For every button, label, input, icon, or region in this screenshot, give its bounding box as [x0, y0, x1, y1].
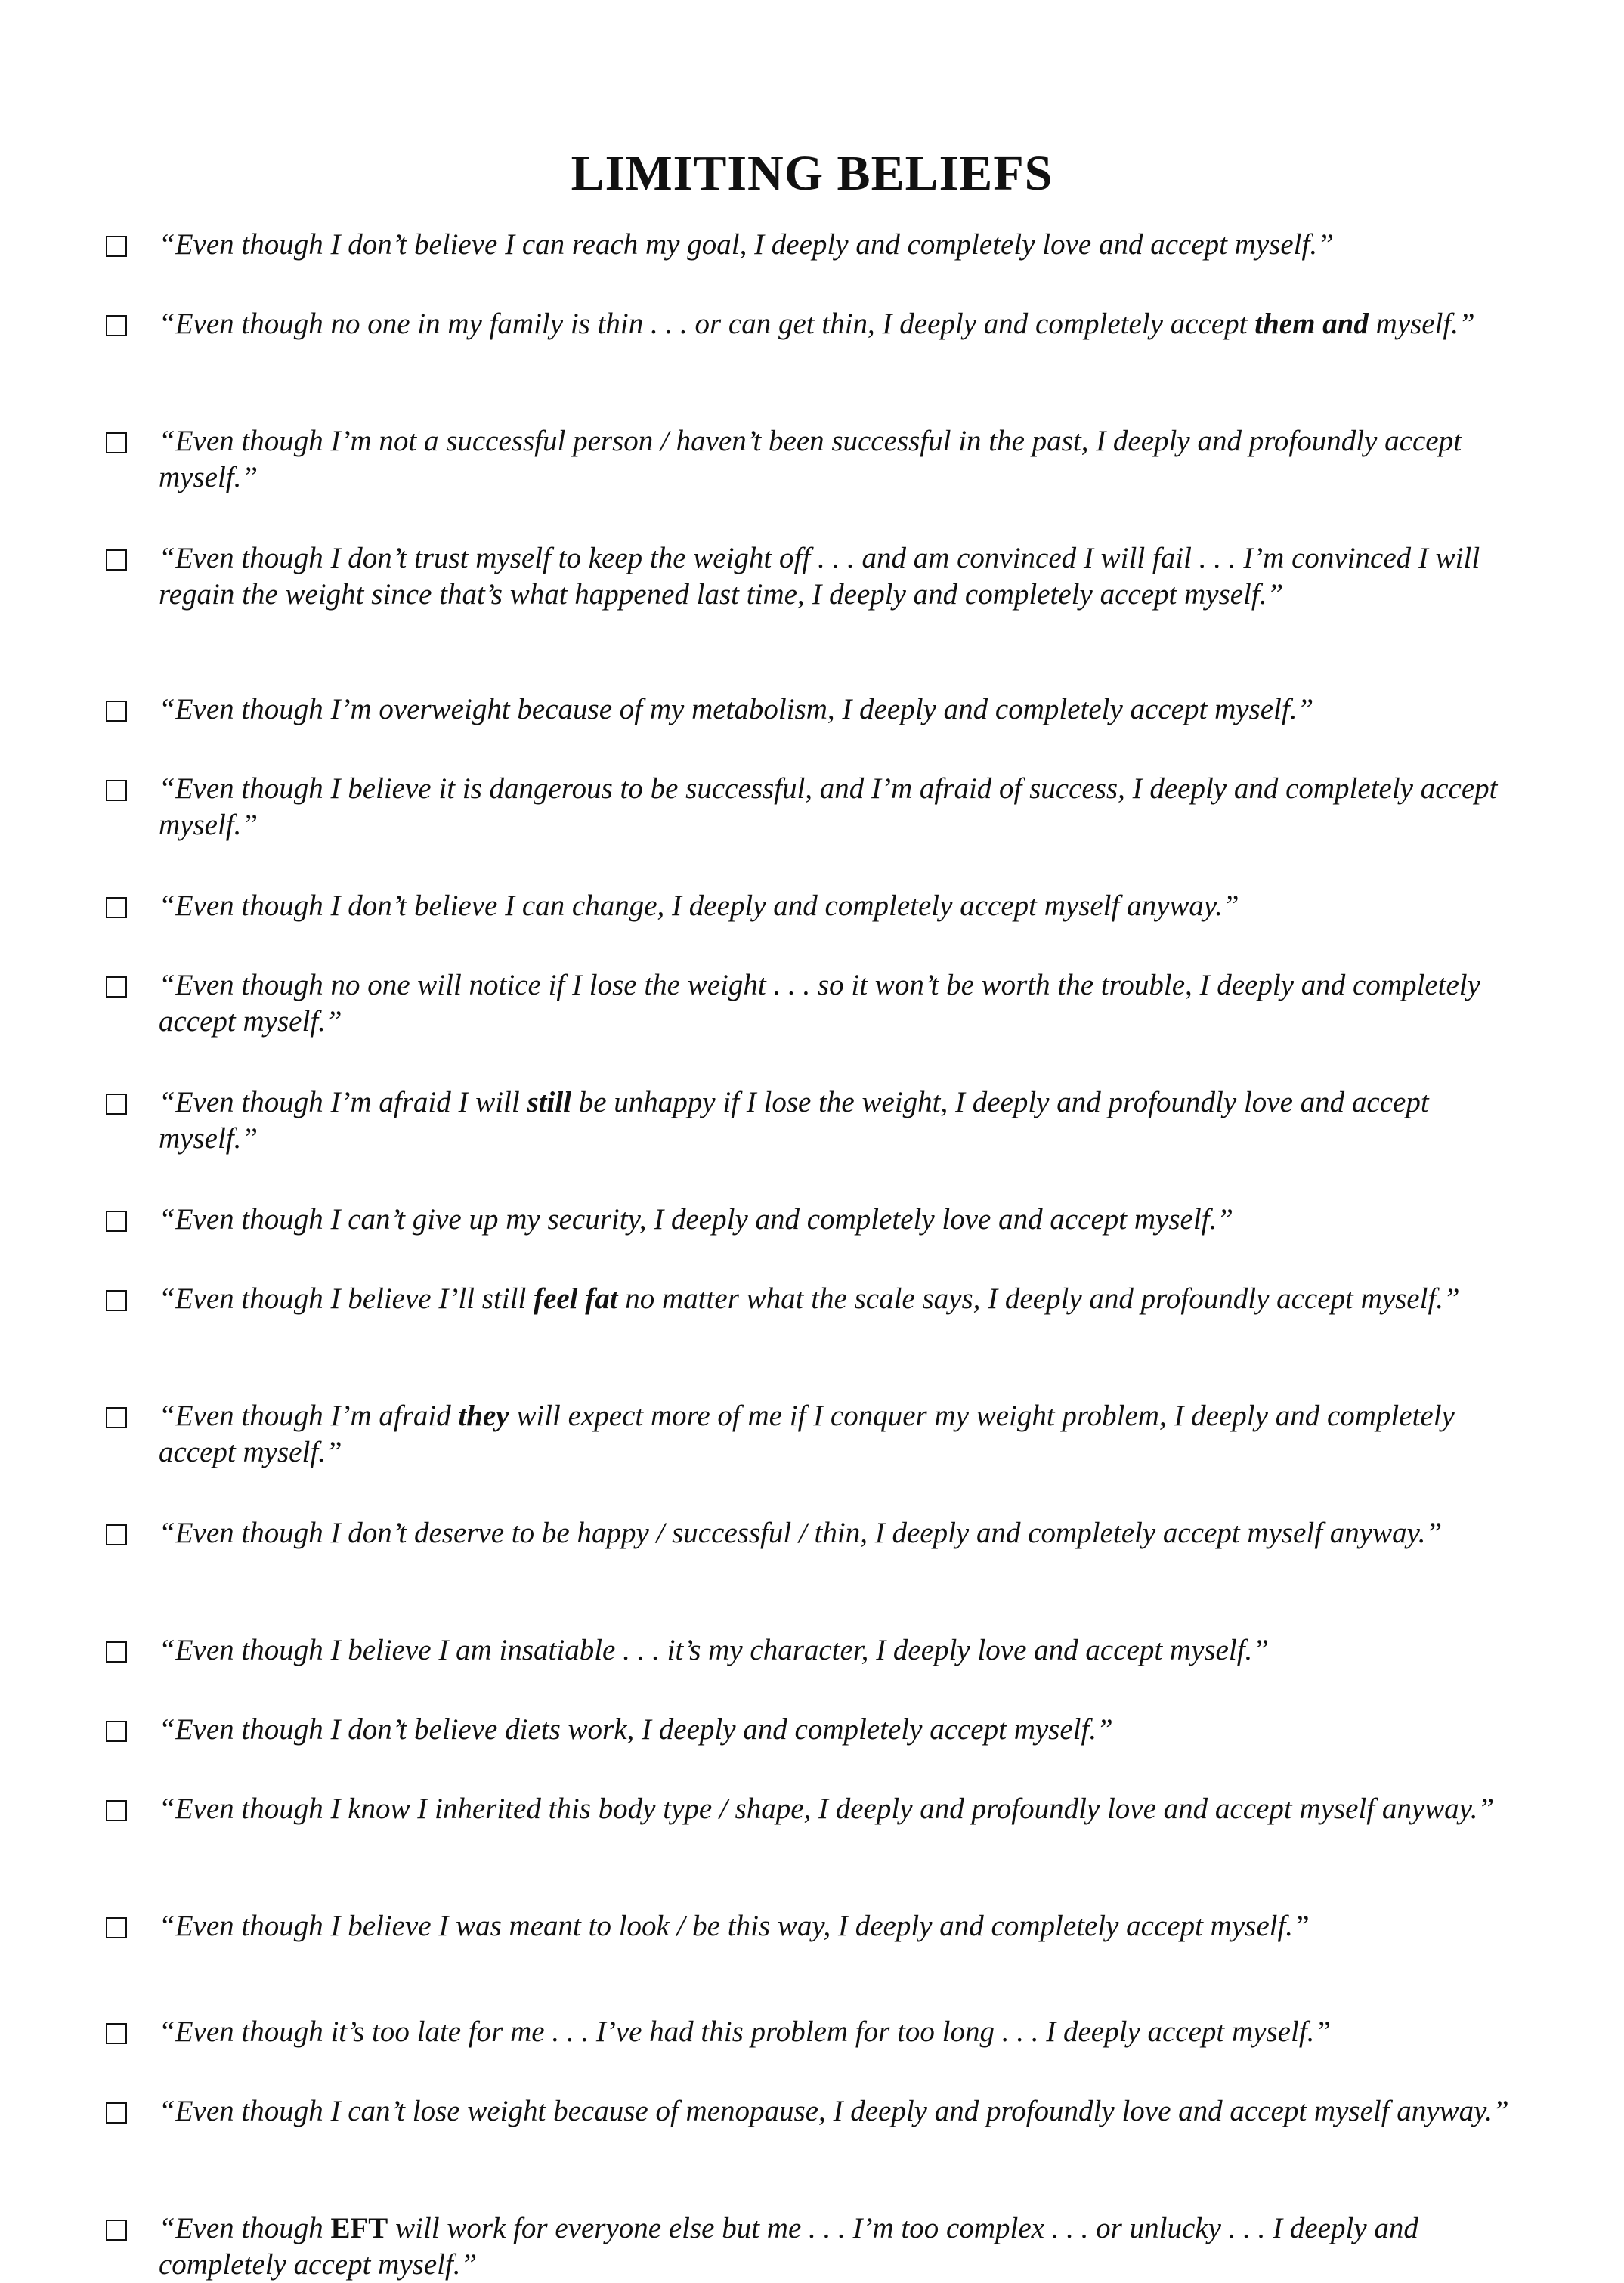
- text-segment: “Even though I’m overweight because of my metabolism, I deeply and completely accept myself.”: [159, 693, 1314, 725]
- checkbox[interactable]: [106, 701, 127, 722]
- belief-item: [106, 771, 1527, 843]
- text-segment: “Even though I believe it is dangerous to be successful, and I’m afraid of success, I deeply and completely accept myself.”: [159, 772, 1498, 841]
- checkbox[interactable]: [106, 1524, 127, 1545]
- belief-text: [159, 1712, 1527, 1748]
- text-segment: “Even though I can’t lose weight because of menopause, I deeply and profoundly love and accept myself anyway.”: [159, 2095, 1509, 2127]
- belief-text: [159, 2093, 1527, 2130]
- checkbox[interactable]: [106, 1211, 127, 1232]
- belief-item: [106, 227, 1527, 263]
- text-segment: “Even though I don’t deserve to be happy / successful / thin, I deeply and completely accept myself anyway.”: [159, 1517, 1443, 1549]
- belief-item: [106, 1632, 1527, 1669]
- checkbox[interactable]: [106, 1407, 127, 1428]
- belief-item: [106, 306, 1527, 342]
- checkbox[interactable]: [106, 236, 127, 257]
- text-segment: “Even though it’s too late for me . . . I’ve had this problem for too long . . . I deeply accept myself.”: [159, 2015, 1332, 2048]
- text-segment: “Even though I’m not a successful person / haven’t been successful in the past, I deeply and profoundly accept myself.”: [159, 425, 1462, 493]
- text-segment: myself.”: [1368, 308, 1475, 340]
- text-segment: “Even though I believe I was meant to look / be this way, I deeply and completely accept myself.”: [159, 1910, 1310, 1942]
- belief-item: [106, 1398, 1527, 1471]
- text-segment: will expect more of me if I conquer my weight problem, I deeply and completely accept myself.”: [159, 1400, 1455, 1468]
- checkbox[interactable]: [106, 976, 127, 998]
- belief-item: [106, 1515, 1527, 1551]
- belief-text: [159, 423, 1527, 496]
- belief-text: [159, 771, 1527, 843]
- belief-item: [106, 2210, 1527, 2283]
- checkbox[interactable]: [106, 1800, 127, 1821]
- text-segment: “Even though I’m afraid: [159, 1400, 459, 1432]
- belief-item: [106, 1084, 1527, 1157]
- checkbox[interactable]: [106, 549, 127, 571]
- checkbox[interactable]: [106, 1094, 127, 1115]
- text-segment: “Even though: [159, 2212, 331, 2244]
- text-segment: “Even though I don’t believe I can reach my goal, I deeply and completely love and accept myself.”: [159, 228, 1334, 261]
- belief-item: [106, 423, 1527, 496]
- belief-item: [106, 2093, 1527, 2130]
- belief-item: [106, 691, 1527, 728]
- belief-item: [106, 1791, 1527, 1827]
- text-segment: “Even though I don’t believe diets work, I deeply and completely accept myself.”: [159, 1713, 1113, 1746]
- belief-item: [106, 1908, 1527, 1944]
- belief-text: [159, 1202, 1527, 1238]
- page-title: LIMITING BELIEFS: [571, 146, 1053, 201]
- emphasis-text: EFT: [330, 2212, 388, 2244]
- text-segment: no matter what the scale says, I deeply and profoundly accept myself.”: [617, 1282, 1460, 1315]
- text-segment: “Even though I believe I’ll still: [159, 1282, 534, 1315]
- emphasis-text: they: [458, 1400, 509, 1432]
- text-segment: “Even though I believe I am insatiable . . . it’s my character, I deeply love and accept myself.”: [159, 1634, 1269, 1666]
- belief-item: [106, 540, 1527, 613]
- belief-text: [159, 2210, 1527, 2283]
- text-segment: will work for everyone else but me . . . I’m too complex . . . or unlucky . . . I deeply and completely accept myself.”: [159, 2212, 1418, 2281]
- belief-item: [106, 1281, 1527, 1317]
- checkbox[interactable]: [106, 1721, 127, 1742]
- belief-item: [106, 967, 1527, 1040]
- text-segment: “Even though I don’t believe I can change, I deeply and completely accept myself anyway.”: [159, 889, 1239, 922]
- checkbox[interactable]: [106, 432, 127, 453]
- checkbox[interactable]: [106, 780, 127, 801]
- belief-text: [159, 967, 1527, 1040]
- belief-text: [159, 1084, 1527, 1157]
- checkbox[interactable]: [106, 1290, 127, 1311]
- belief-item: [106, 1202, 1527, 1238]
- belief-text: [159, 306, 1527, 342]
- belief-text: [159, 1515, 1527, 1551]
- checkbox[interactable]: [106, 1641, 127, 1663]
- emphasis-text: still: [527, 1086, 571, 1118]
- belief-text: [159, 227, 1527, 263]
- belief-text: [159, 2014, 1527, 2050]
- belief-text: [159, 888, 1527, 924]
- checkbox[interactable]: [106, 2220, 127, 2241]
- text-segment: “Even though no one will notice if I lose the weight . . . so it won’t be worth the trouble, I deeply and completely accept myself.”: [159, 969, 1480, 1038]
- belief-text: [159, 1398, 1527, 1471]
- text-segment: “Even though I know I inherited this body type / shape, I deeply and profoundly love and accept myself anyway.”: [159, 1793, 1495, 1825]
- text-segment: “Even though no one in my family is thin . . . or can get thin, I deeply and completely accept: [159, 308, 1255, 340]
- text-segment: be unhappy if I lose the weight, I deeply and profoundly love and accept myself.”: [159, 1086, 1429, 1155]
- emphasis-text: feel fat: [534, 1282, 618, 1315]
- emphasis-text: them and: [1254, 308, 1369, 340]
- checkbox[interactable]: [106, 315, 127, 336]
- belief-text: [159, 1632, 1527, 1669]
- belief-text: [159, 1791, 1527, 1827]
- belief-item: [106, 1712, 1527, 1748]
- belief-text: [159, 1908, 1527, 1944]
- text-segment: “Even though I can’t give up my security, I deeply and completely love and accept myself.”: [159, 1203, 1233, 1236]
- checkbox[interactable]: [106, 2102, 127, 2124]
- checkbox[interactable]: [106, 1917, 127, 1938]
- checkbox[interactable]: [106, 897, 127, 918]
- belief-text: [159, 691, 1527, 728]
- text-segment: “Even though I don’t trust myself to keep the weight off . . . and am convinced I will fail . . . I’m convinced I will regain the weight since that’s what happened last time, I deeply and completely accept myself.”: [159, 542, 1480, 611]
- text-segment: “Even though I’m afraid I will: [159, 1086, 527, 1118]
- belief-item: [106, 888, 1527, 924]
- belief-item: [106, 2014, 1527, 2050]
- belief-text: [159, 540, 1527, 613]
- belief-text: [159, 1281, 1527, 1317]
- checkbox[interactable]: [106, 2023, 127, 2044]
